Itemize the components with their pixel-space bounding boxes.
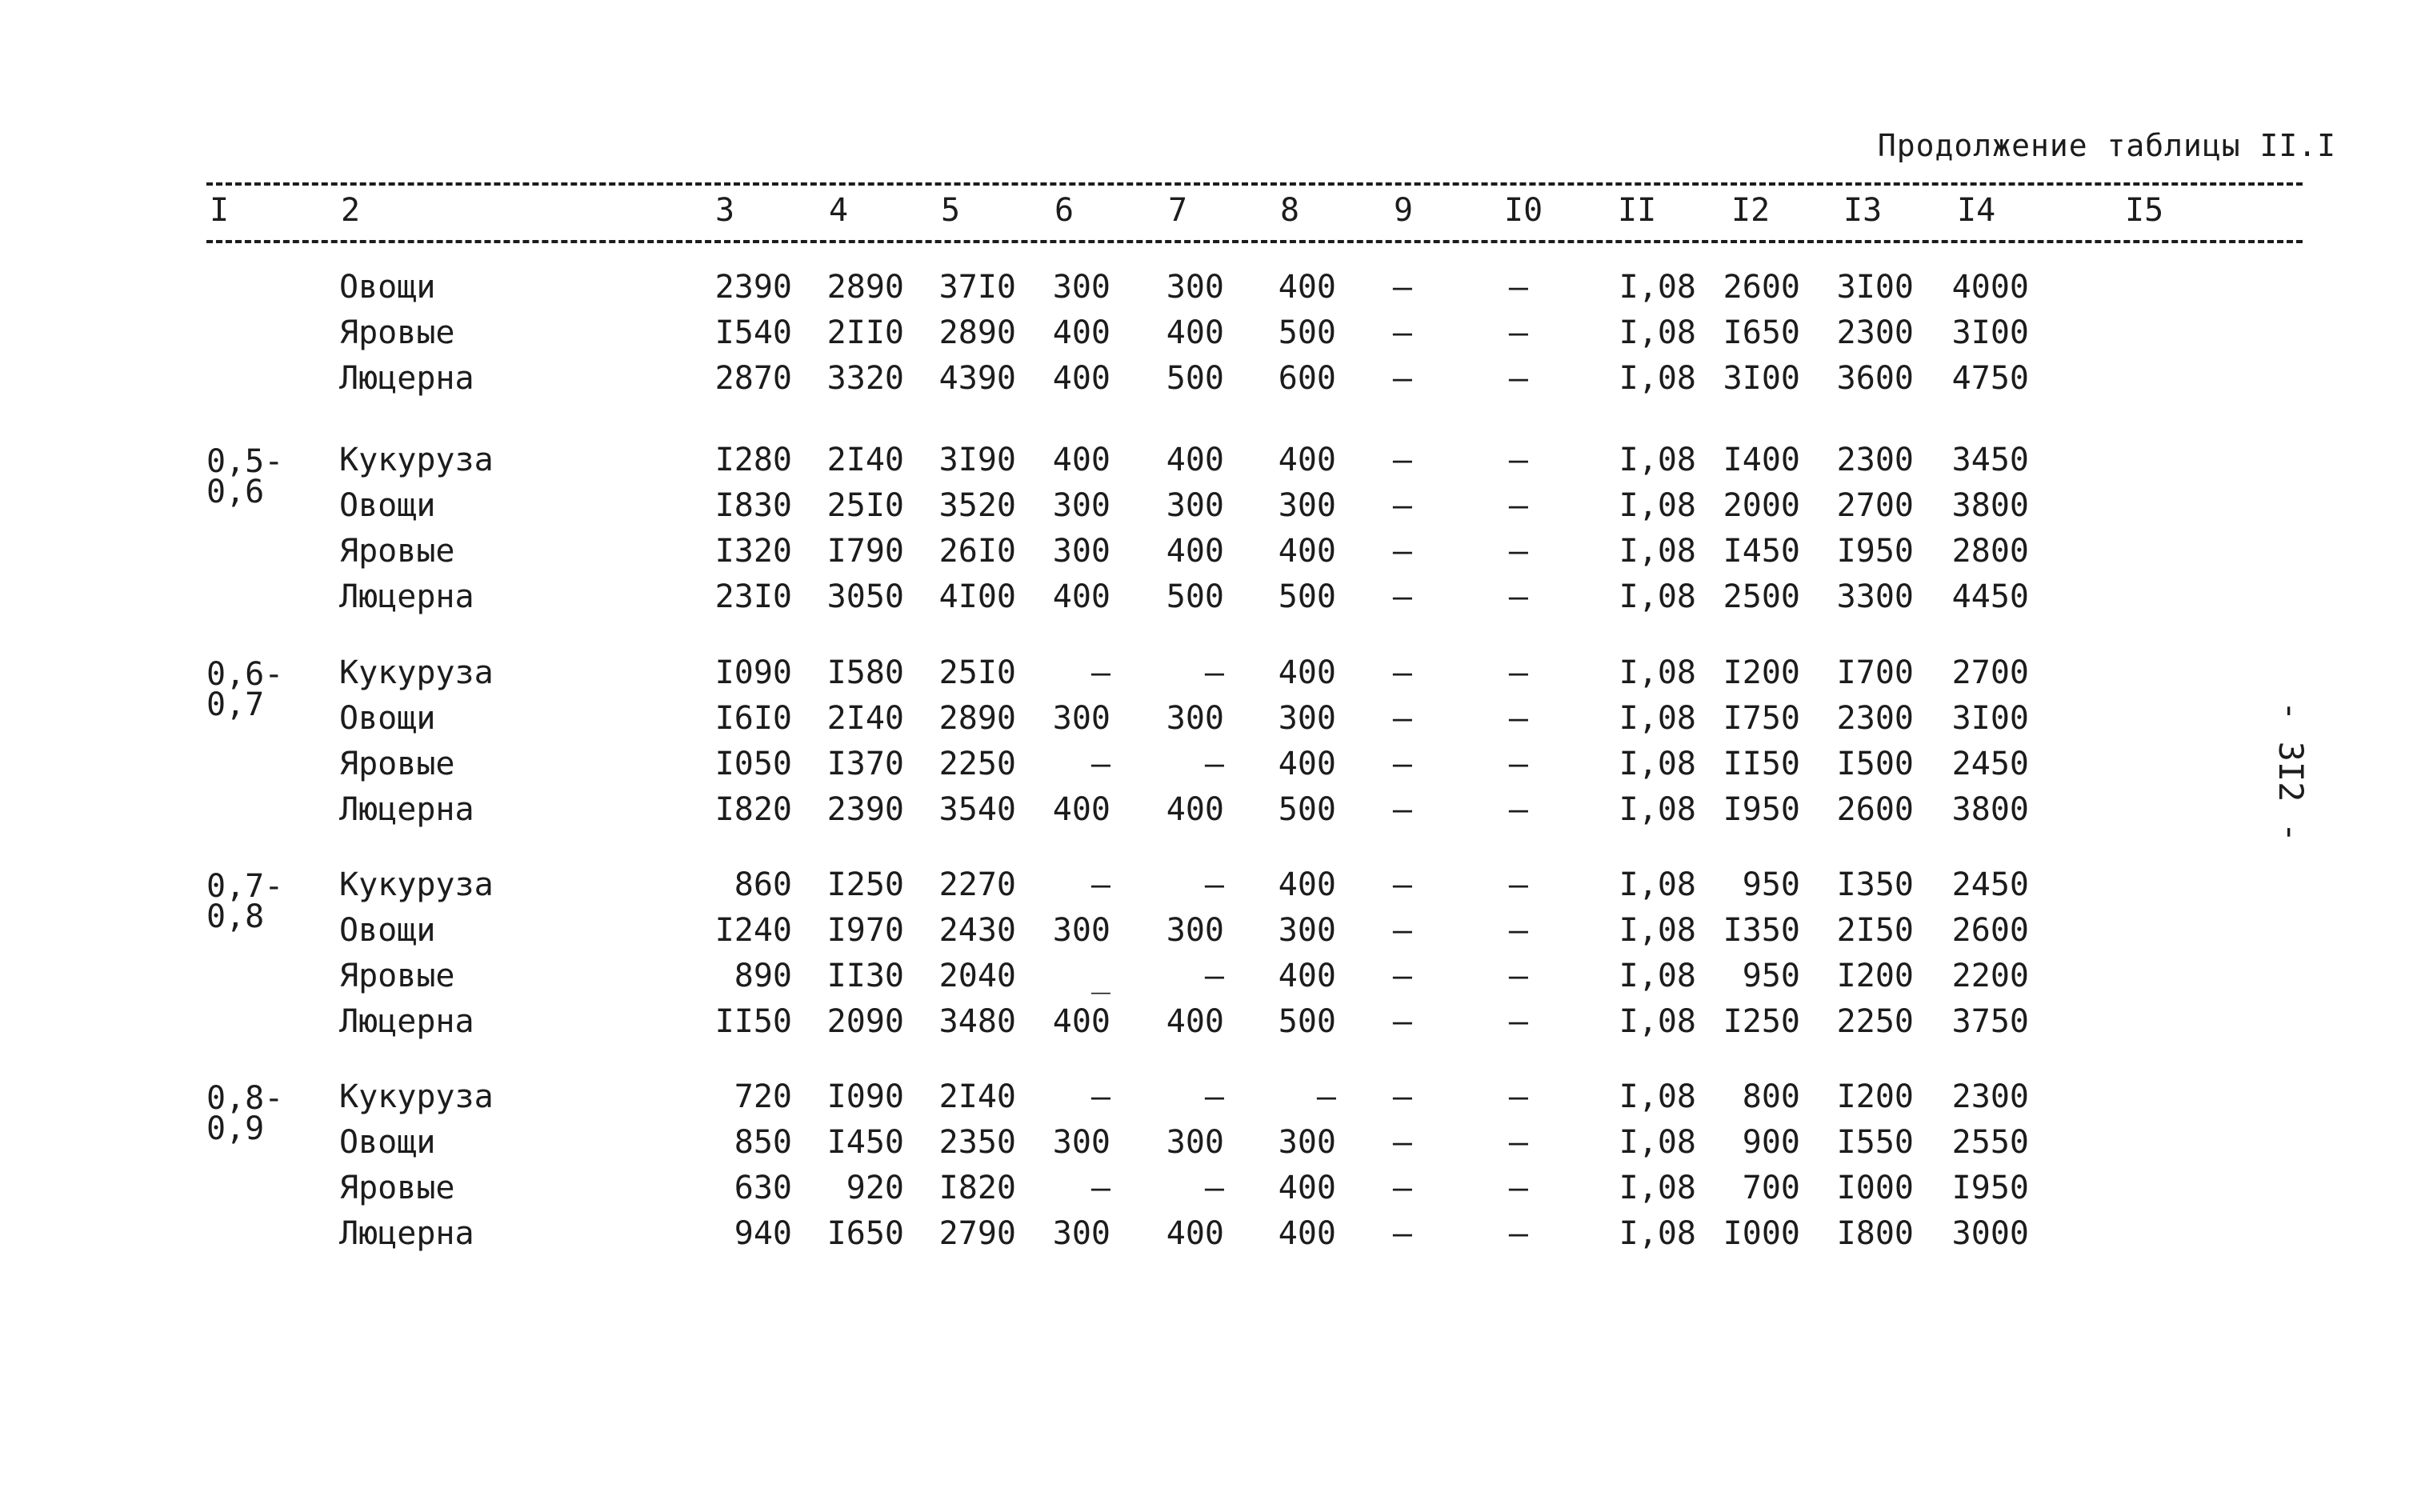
table-cell: I450 xyxy=(826,1124,904,1161)
table-cell: I,08 xyxy=(1619,866,1696,903)
table-cell: 300 xyxy=(1052,1215,1110,1252)
table-row xyxy=(0,866,2409,911)
crop-name: Кукуруза xyxy=(339,442,494,478)
table-cell: 4I00 xyxy=(938,578,1016,615)
table-cell: 630 xyxy=(734,1170,792,1206)
table-row xyxy=(0,1215,2409,1260)
column-header: 5 xyxy=(941,192,961,229)
table-cell: I370 xyxy=(826,746,904,782)
table-cell: 3540 xyxy=(938,791,1016,828)
table-cell: 600 xyxy=(1278,360,1336,397)
column-header: I3 xyxy=(1843,192,1883,229)
table-cell: 4390 xyxy=(938,360,1016,397)
table-cell: I750 xyxy=(1723,700,1800,737)
table-cell: – xyxy=(1392,746,1412,782)
table-cell: 2250 xyxy=(938,746,1016,782)
crop-name: Люцерна xyxy=(339,791,474,828)
table-row xyxy=(0,1003,2409,1048)
table-row xyxy=(0,314,2409,359)
table-cell: 400 xyxy=(1166,314,1224,351)
table-cell: I,08 xyxy=(1619,487,1696,524)
table-cell: 2350 xyxy=(938,1124,1016,1161)
table-cell: 2I40 xyxy=(826,700,904,737)
table-cell: 2390 xyxy=(826,791,904,828)
crop-name: Яровые xyxy=(339,1170,455,1206)
table-row xyxy=(0,912,2409,957)
table-cell: – xyxy=(1508,360,1528,397)
table-cell: 3480 xyxy=(938,1003,1016,1040)
table-cell: 2500 xyxy=(1723,578,1800,615)
table-cell: 3450 xyxy=(1951,442,2029,478)
table-cell: I830 xyxy=(714,487,792,524)
table-cell: I,08 xyxy=(1619,700,1696,737)
table-cell: 2700 xyxy=(1836,487,1914,524)
table-cell: I950 xyxy=(1951,1170,2029,1206)
table-cell: 2300 xyxy=(1836,700,1914,737)
table-cell: – xyxy=(1392,314,1412,351)
crop-name: Люцерна xyxy=(339,1003,474,1040)
table-cell: 300 xyxy=(1166,1124,1224,1161)
column-header: I xyxy=(210,192,230,229)
table-cell: 400 xyxy=(1052,360,1110,397)
table-cell: 3050 xyxy=(826,578,904,615)
table-cell: – xyxy=(1508,654,1528,691)
table-cell: 500 xyxy=(1278,791,1336,828)
table-cell: 300 xyxy=(1166,487,1224,524)
table-cell: – xyxy=(1392,912,1412,949)
crop-name: Люцерна xyxy=(339,1215,474,1252)
table-cell: I200 xyxy=(1836,1078,1914,1115)
table-cell: I950 xyxy=(1836,533,1914,570)
table-cell: I,08 xyxy=(1619,746,1696,782)
table-cell: – xyxy=(1508,912,1528,949)
table-cell: – xyxy=(1392,269,1412,306)
table-cell: 300 xyxy=(1278,487,1336,524)
table-cell: – xyxy=(1204,958,1224,994)
table-cell: 800 xyxy=(1742,1078,1800,1115)
table-cell: 2870 xyxy=(714,360,792,397)
table-cell: I,08 xyxy=(1619,360,1696,397)
table-cell: 4000 xyxy=(1951,269,2029,306)
table-cell: 4750 xyxy=(1951,360,2029,397)
table-cell: 500 xyxy=(1278,314,1336,351)
table-cell: – xyxy=(1392,442,1412,478)
table-cell: – xyxy=(1316,1078,1336,1115)
table-cell: I820 xyxy=(938,1170,1016,1206)
table-cell: I,08 xyxy=(1619,1078,1696,1115)
table-cell: I,08 xyxy=(1619,578,1696,615)
table-cell: 500 xyxy=(1166,578,1224,615)
column-header: I4 xyxy=(1957,192,1996,229)
table-cell: 400 xyxy=(1166,533,1224,570)
table-cell: 500 xyxy=(1278,1003,1336,1040)
range-label: 0,5- 0,6 xyxy=(206,443,284,510)
table-cell: I050 xyxy=(714,746,792,782)
table-row xyxy=(0,700,2409,745)
header-rule-top xyxy=(206,182,2303,186)
table-cell: 950 xyxy=(1742,958,1800,994)
column-header: 7 xyxy=(1168,192,1188,229)
table-cell: 3520 xyxy=(938,487,1016,524)
table-cell: – xyxy=(1508,442,1528,478)
column-header: 8 xyxy=(1280,192,1300,229)
table-cell: 400 xyxy=(1278,958,1336,994)
table-cell: 500 xyxy=(1166,360,1224,397)
table-cell: 2300 xyxy=(1836,442,1914,478)
table-cell: I540 xyxy=(714,314,792,351)
table-row xyxy=(0,269,2409,314)
table-cell: 300 xyxy=(1052,533,1110,570)
table-cell: I,08 xyxy=(1619,1124,1696,1161)
table-cell: – xyxy=(1204,1078,1224,1115)
table-cell: I800 xyxy=(1836,1215,1914,1252)
table-cell: 2890 xyxy=(938,314,1016,351)
table-cell: 2270 xyxy=(938,866,1016,903)
table-cell: 400 xyxy=(1166,1003,1224,1040)
crop-name: Яровые xyxy=(339,314,455,351)
table-row xyxy=(0,487,2409,532)
table-cell: – xyxy=(1392,958,1412,994)
crop-name: Овощи xyxy=(339,487,436,524)
table-cell: I350 xyxy=(1836,866,1914,903)
table-cell: – xyxy=(1204,746,1224,782)
table-cell: 300 xyxy=(1278,1124,1336,1161)
table-cell: 300 xyxy=(1166,912,1224,949)
table-cell: – xyxy=(1090,746,1110,782)
table-cell: 2000 xyxy=(1723,487,1800,524)
table-cell: 2300 xyxy=(1951,1078,2029,1115)
column-header: 6 xyxy=(1054,192,1074,229)
table-cell: I000 xyxy=(1836,1170,1914,1206)
table-cell: 400 xyxy=(1278,269,1336,306)
table-cell: 400 xyxy=(1166,791,1224,828)
column-header: 3 xyxy=(715,192,735,229)
column-header: 4 xyxy=(829,192,849,229)
table-cell: – xyxy=(1392,1078,1412,1115)
table-cell: 850 xyxy=(734,1124,792,1161)
table-cell: 2390 xyxy=(714,269,792,306)
table-cell: – xyxy=(1508,533,1528,570)
column-header: 9 xyxy=(1394,192,1414,229)
table-caption: Продолжение таблицы II.I xyxy=(1877,128,2336,163)
table-cell: I,08 xyxy=(1619,912,1696,949)
table-cell: I400 xyxy=(1723,442,1800,478)
crop-name: Люцерна xyxy=(339,360,474,397)
table-cell: 2300 xyxy=(1836,314,1914,351)
table-cell: I450 xyxy=(1723,533,1800,570)
table-row xyxy=(0,442,2409,486)
table-row xyxy=(0,1124,2409,1169)
table-cell: – xyxy=(1508,1124,1528,1161)
table-cell: I250 xyxy=(826,866,904,903)
header-rule-bottom xyxy=(206,240,2303,243)
table-cell: 400 xyxy=(1052,314,1110,351)
table-cell: 400 xyxy=(1052,578,1110,615)
table-cell: I090 xyxy=(826,1078,904,1115)
table-cell: – xyxy=(1508,487,1528,524)
table-cell: 2600 xyxy=(1723,269,1800,306)
table-cell: II50 xyxy=(1723,746,1800,782)
table-cell: I950 xyxy=(1723,791,1800,828)
range-label: 0,7- 0,8 xyxy=(206,868,284,935)
table-cell: I250 xyxy=(1723,1003,1800,1040)
table-cell: I280 xyxy=(714,442,792,478)
table-cell: – xyxy=(1204,866,1224,903)
table-cell: 3320 xyxy=(826,360,904,397)
table-cell: 2I50 xyxy=(1836,912,1914,949)
table-row xyxy=(0,1170,2409,1214)
table-cell: I500 xyxy=(1836,746,1914,782)
table-cell: – xyxy=(1090,654,1110,691)
table-cell: 300 xyxy=(1166,269,1224,306)
table-cell: I200 xyxy=(1723,654,1800,691)
table-cell: 940 xyxy=(734,1215,792,1252)
crop-name: Овощи xyxy=(339,700,436,737)
table-cell: 400 xyxy=(1278,746,1336,782)
table-cell: 300 xyxy=(1052,912,1110,949)
table-cell: 3600 xyxy=(1836,360,1914,397)
table-cell: – xyxy=(1392,700,1412,737)
table-cell: 2600 xyxy=(1836,791,1914,828)
table-cell: 3300 xyxy=(1836,578,1914,615)
table-cell: 2I40 xyxy=(938,1078,1016,1115)
table-cell: I,08 xyxy=(1619,654,1696,691)
table-cell: I650 xyxy=(826,1215,904,1252)
table-cell: 2890 xyxy=(938,700,1016,737)
table-cell: 2800 xyxy=(1951,533,2029,570)
crop-name: Кукуруза xyxy=(339,866,494,903)
crop-name: Люцерна xyxy=(339,578,474,615)
table-cell: I700 xyxy=(1836,654,1914,691)
page-number: - 3I2 - xyxy=(2271,700,2311,843)
table-cell: – xyxy=(1204,654,1224,691)
table-cell: I580 xyxy=(826,654,904,691)
table-cell: – xyxy=(1508,1215,1528,1252)
table-cell: – xyxy=(1392,578,1412,615)
table-cell: – xyxy=(1508,866,1528,903)
table-cell: I,08 xyxy=(1619,533,1696,570)
column-header: 2 xyxy=(341,192,361,229)
table-cell: I790 xyxy=(826,533,904,570)
crop-name: Яровые xyxy=(339,958,455,994)
table-cell: 2250 xyxy=(1836,1003,1914,1040)
table-cell: – xyxy=(1508,578,1528,615)
table-cell: 3750 xyxy=(1951,1003,2029,1040)
table-cell: 25I0 xyxy=(938,654,1016,691)
table-cell: I550 xyxy=(1836,1124,1914,1161)
table-cell: – xyxy=(1508,958,1528,994)
table-cell: – xyxy=(1392,1170,1412,1206)
table-row xyxy=(0,360,2409,405)
table-cell: I650 xyxy=(1723,314,1800,351)
table-cell: 400 xyxy=(1166,1215,1224,1252)
crop-name: Овощи xyxy=(339,1124,436,1161)
table-cell: 300 xyxy=(1278,700,1336,737)
table-cell: 3000 xyxy=(1951,1215,2029,1252)
table-cell: 300 xyxy=(1278,912,1336,949)
table-cell: I,08 xyxy=(1619,791,1696,828)
table-cell: I,08 xyxy=(1619,442,1696,478)
table-cell: 23I0 xyxy=(714,578,792,615)
table-cell: II30 xyxy=(826,958,904,994)
table-cell: 37I0 xyxy=(938,269,1016,306)
table-cell: I240 xyxy=(714,912,792,949)
table-cell: 3I90 xyxy=(938,442,1016,478)
table-cell: – xyxy=(1392,791,1412,828)
table-cell: 860 xyxy=(734,866,792,903)
table-cell: I6I0 xyxy=(714,700,792,737)
table-cell: 4450 xyxy=(1951,578,2029,615)
table-cell: 400 xyxy=(1052,1003,1110,1040)
table-row xyxy=(0,1078,2409,1123)
table-cell: 2II0 xyxy=(826,314,904,351)
table-cell: 890 xyxy=(734,958,792,994)
table-cell: I820 xyxy=(714,791,792,828)
table-cell: – xyxy=(1508,1078,1528,1115)
table-cell: 2790 xyxy=(938,1215,1016,1252)
table-cell: – xyxy=(1508,314,1528,351)
table-row xyxy=(0,578,2409,623)
table-cell: 2040 xyxy=(938,958,1016,994)
table-cell: I090 xyxy=(714,654,792,691)
table-cell: – xyxy=(1508,269,1528,306)
column-header: I2 xyxy=(1731,192,1771,229)
column-header: I0 xyxy=(1504,192,1543,229)
table-cell: 400 xyxy=(1052,442,1110,478)
table-cell: 2I40 xyxy=(826,442,904,478)
table-cell: – xyxy=(1392,1003,1412,1040)
table-cell: I320 xyxy=(714,533,792,570)
table-row xyxy=(0,958,2409,1002)
table-cell: I000 xyxy=(1723,1215,1800,1252)
table-cell: 2200 xyxy=(1951,958,2029,994)
table-cell: – xyxy=(1508,1003,1528,1040)
table-cell: 500 xyxy=(1278,578,1336,615)
table-cell: – xyxy=(1392,533,1412,570)
crop-name: Кукуруза xyxy=(339,1078,494,1115)
table-cell: 720 xyxy=(734,1078,792,1115)
table-cell: – xyxy=(1508,1170,1528,1206)
table-cell: 2090 xyxy=(826,1003,904,1040)
table-cell: – xyxy=(1508,746,1528,782)
range-label: 0,6- 0,7 xyxy=(206,656,284,723)
table-cell: 3I00 xyxy=(1951,314,2029,351)
table-cell: 300 xyxy=(1166,700,1224,737)
table-cell: II50 xyxy=(714,1003,792,1040)
table-cell: – xyxy=(1090,1078,1110,1115)
table-cell: 300 xyxy=(1052,269,1110,306)
column-header: I5 xyxy=(2125,192,2164,229)
table-cell: I200 xyxy=(1836,958,1914,994)
table-cell: – xyxy=(1508,791,1528,828)
table-row xyxy=(0,746,2409,790)
crop-name: Овощи xyxy=(339,912,436,949)
table-cell: 920 xyxy=(846,1170,904,1206)
table-cell: – xyxy=(1392,1215,1412,1252)
table-row xyxy=(0,791,2409,836)
table-cell: 2450 xyxy=(1951,746,2029,782)
table-cell: 400 xyxy=(1278,866,1336,903)
table-cell: 950 xyxy=(1742,866,1800,903)
table-cell: 2430 xyxy=(938,912,1016,949)
crop-name: Кукуруза xyxy=(339,654,494,691)
table-cell: – xyxy=(1204,1170,1224,1206)
table-cell: 3800 xyxy=(1951,487,2029,524)
table-cell: 300 xyxy=(1052,700,1110,737)
table-cell: I350 xyxy=(1723,912,1800,949)
table-cell: 2600 xyxy=(1951,912,2029,949)
crop-name: Яровые xyxy=(339,746,455,782)
table-cell: I,08 xyxy=(1619,1170,1696,1206)
table-cell: 3800 xyxy=(1951,791,2029,828)
table-cell: 300 xyxy=(1052,487,1110,524)
table-cell: _ xyxy=(1090,958,1110,994)
table-cell: – xyxy=(1392,866,1412,903)
table-cell: I,08 xyxy=(1619,1215,1696,1252)
table-cell: 26I0 xyxy=(938,533,1016,570)
range-label: 0,8- 0,9 xyxy=(206,1080,284,1147)
table-cell: – xyxy=(1090,1170,1110,1206)
table-cell: 3I00 xyxy=(1836,269,1914,306)
table-cell: I,08 xyxy=(1619,1003,1696,1040)
table-row xyxy=(0,654,2409,699)
table-cell: 2450 xyxy=(1951,866,2029,903)
table-cell: 400 xyxy=(1278,1170,1336,1206)
table-cell: 400 xyxy=(1278,1215,1336,1252)
table-cell: 300 xyxy=(1052,1124,1110,1161)
column-header: II xyxy=(1618,192,1657,229)
table-cell: I970 xyxy=(826,912,904,949)
table-cell: 25I0 xyxy=(826,487,904,524)
table-cell: 900 xyxy=(1742,1124,1800,1161)
table-cell: – xyxy=(1392,1124,1412,1161)
table-cell: 400 xyxy=(1052,791,1110,828)
table-cell: – xyxy=(1392,654,1412,691)
table-cell: I,08 xyxy=(1619,958,1696,994)
table-row xyxy=(0,533,2409,578)
table-cell: 2700 xyxy=(1951,654,2029,691)
crop-name: Яровые xyxy=(339,533,455,570)
table-cell: 3I00 xyxy=(1723,360,1800,397)
crop-name: Овощи xyxy=(339,269,436,306)
table-cell: 3I00 xyxy=(1951,700,2029,737)
table-cell: – xyxy=(1090,866,1110,903)
table-cell: I,08 xyxy=(1619,269,1696,306)
table-cell: 2890 xyxy=(826,269,904,306)
table-cell: 2550 xyxy=(1951,1124,2029,1161)
table-cell: I,08 xyxy=(1619,314,1696,351)
table-cell: – xyxy=(1508,700,1528,737)
table-cell: 700 xyxy=(1742,1170,1800,1206)
table-cell: 400 xyxy=(1278,533,1336,570)
table-cell: – xyxy=(1392,360,1412,397)
table-cell: 400 xyxy=(1278,442,1336,478)
table-cell: 400 xyxy=(1166,442,1224,478)
table-cell: – xyxy=(1392,487,1412,524)
table-cell: 400 xyxy=(1278,654,1336,691)
